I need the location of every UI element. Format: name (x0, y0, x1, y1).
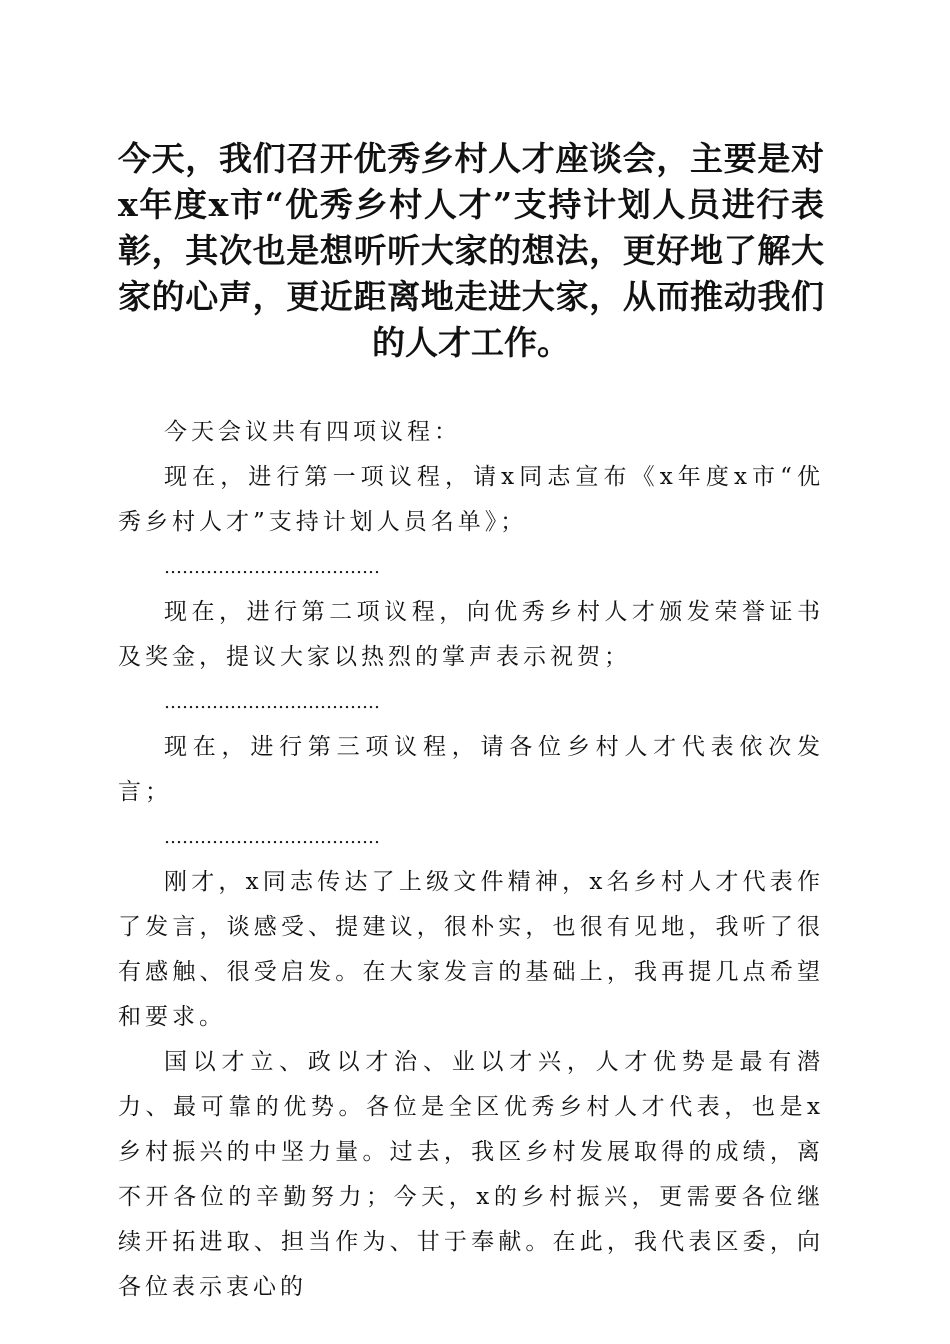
ellipsis-divider: ……………………………… (164, 692, 380, 713)
agenda-item-1: 现在，进行第一项议程，请x同志宣布《x年度x市“优秀乡村人才”支持计划人员名单》； (118, 464, 824, 535)
document-title: 今天，我们召开优秀乡村人才座谈会，主要是对x年度x市“优秀乡村人才”支持计划人员进行表彰，其次也是想听听大家的想法，更好地了解大家的心声，更近距离地走进大家，从而推动我们的人才工作。 (118, 139, 824, 362)
ellipsis-divider: ……………………………… (164, 827, 380, 848)
document-body (118, 410, 824, 1310)
ellipsis-divider: ……………………………… (164, 557, 380, 578)
body-paragraph: 国以才立、政以才治、业以才兴，人才优势是最有潜力、最可靠的优势。各位是全区优秀乡村人才代表，也是x乡村振兴的中坚力量。过去，我区乡村发展取得的成绩，离不开各位的辛勤努力；今天，x的乡村振兴，更需要各位继续开拓进取、担当作为、甘于奉献。在此，我代表区委，向各位表示衷心的 (118, 1049, 824, 1300)
agenda-item-2: 现在，进行第二项议程，向优秀乡村人才颁发荣誉证书及奖金，提议大家以热烈的掌声表示祝贺； (118, 599, 824, 670)
agenda-item-3: 现在，进行第三项议程，请各位乡村人才代表依次发言； (118, 734, 824, 805)
summary-paragraph: 刚才，x同志传达了上级文件精神，x名乡村人才代表作了发言，谈感受、提建议，很朴实，也很有见地，我听了很有感触、很受启发。在大家发言的基础上，我再提几点希望和要求。 (118, 869, 824, 1030)
agenda-intro: 今天会议共有四项议程： (164, 419, 461, 445)
